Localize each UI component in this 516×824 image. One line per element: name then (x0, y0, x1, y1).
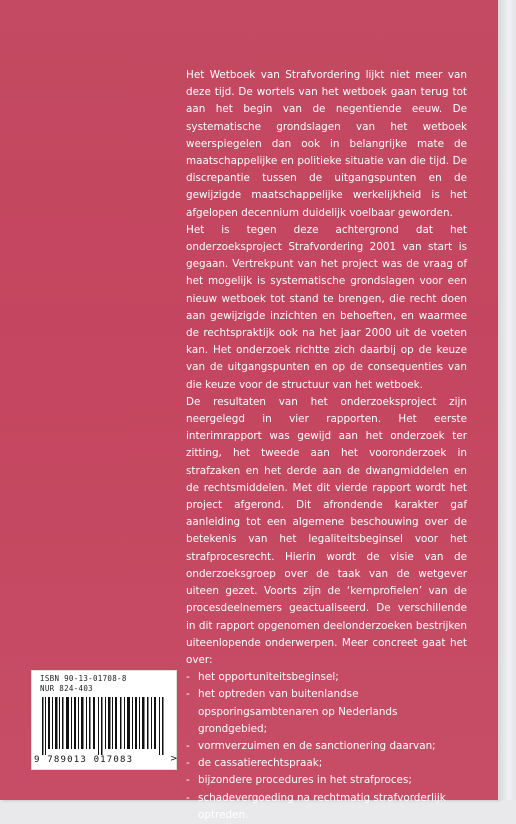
barcode-icon (42, 697, 166, 755)
isbn-text: ISBN 90-13-01708-8 (40, 674, 127, 683)
blurb-text (186, 67, 467, 824)
barcode-digits: 9 789013 017083 (34, 755, 134, 765)
list-item: - het optreden van buitenlandse opsporingsambtenaren op Nederlands grondgebied; (186, 686, 467, 738)
list-item: - het opportuniteitsbeginsel; (186, 669, 467, 686)
chevron-right-icon: > (170, 754, 178, 764)
list-item: - schadevergoeding na rechtmatig strafvorderlijk optreden. (186, 790, 467, 824)
barcode-label (31, 670, 177, 770)
topic-list (186, 669, 467, 824)
list-item: - de cassatierechtspraak; (186, 755, 467, 772)
paragraph-2: Het is tegen deze achtergrond dat het onderzoeksproject Strafvordering 2001 van start is gegaan. Vertrekpunt van het project was de vraag of het mogelijk is systematische grondslagen voor een nieuw wetboek tot stand te brengen, die recht doen aan gewijzigde inzichten en behoeften, en waarmee de rechtspraktijk ook na het jaar 2000 uit de voeten kan. Het onderzoek richtte zich daarbij op de keuze van de uitgangspunten en op de consequenties van die keuze voor de structuur van het wetboek. (186, 223, 467, 391)
list-item: - bijzondere procedures in het strafproces; (186, 772, 467, 789)
list-item: - vormverzuimen en de sanctionering daarvan; (186, 738, 467, 755)
page-edge (498, 0, 516, 800)
nur-text: NUR 824-403 (40, 684, 93, 693)
paragraph-1: Het Wetboek van Strafvordering lijkt niet meer van deze tijd. De wortels van het wetboek gaan terug tot aan het begin van de negentiende eeuw. De systematische grondslagen van het wetboek weerspiegelen dan ook in belangrijke mate de maatschappelijke en politieke situatie van die tijd. De discrepantie tussen de uitgangspunten en de gewijzigde maatschappelijke werkelijkheid is het afgelopen decennium duidelijk voelbaar geworden. (186, 69, 467, 219)
paragraph-3: De resultaten van het onderzoeksproject zijn neergelegd in vier rapporten. Het eerste interimrapport was gewijd aan het onderzoek ter zitting, het tweede aan het vooronderzoek in strafzaken en het derde aan de dwangmiddelen en de rechtsmiddelen. Met dit vierde rapport wordt het project afgerond. Dit afrondende karakter gaf aanleiding tot een algemene beschouwing over de betekenis van het legaliteitsbeginsel voor het strafprocesrecht. Hierin wordt de visie van de onderzoeksgroep over de taak van de wetgever uiteen gezet. Voorts zijn de ‘kernprofielen’ van de procesdeelnemers geactualiseerd. De verschillende in dit rapport opgenomen deelonderzoeken bestrijken uiteenlopende onderwerpen. Meer concreet gaat het over: (186, 395, 467, 666)
